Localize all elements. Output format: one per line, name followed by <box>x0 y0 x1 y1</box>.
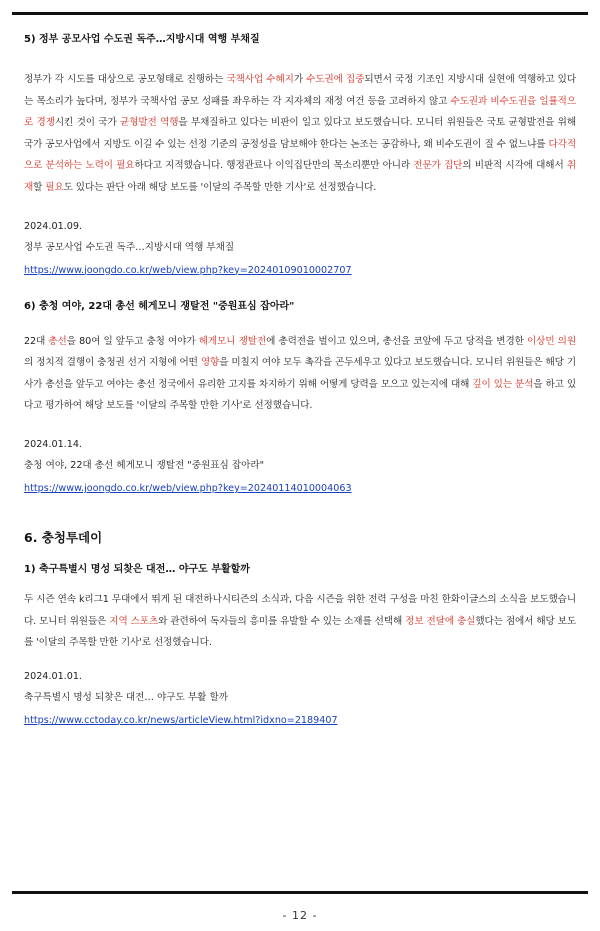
highlighted-phrase: 균형발전 역행 <box>120 117 179 129</box>
top-border-rule <box>12 12 588 15</box>
highlighted-phrase: 다각적으로 분석하는 노력이 필요 <box>24 138 576 172</box>
highlighted-phrase: 수도권과 비수도권을 일률적으로 경쟁 <box>24 95 576 129</box>
highlighted-phrase: 총선 <box>48 335 67 347</box>
text-segment: 시킨 것이 국가 <box>54 117 121 129</box>
article-link[interactable]: https://www.joongdo.co.kr/web/view.php?key=20240114010004063 <box>24 482 352 494</box>
text-segment: 할 <box>33 181 46 193</box>
page-number: - 12 - <box>282 909 318 922</box>
text-segment: 정부가 각 시도를 대상으로 공모형태로 진행하는 <box>24 74 227 85</box>
highlighted-phrase: 정보 전달에 충실 <box>405 615 476 627</box>
article-heading: 6) 충청 여야, 22대 총선 헤게모니 쟁탈전 "중원표심 잡아라" <box>24 300 295 312</box>
text-segment: 되면서 국정 기조인 지방시대 실현에 역행하고 있다는 목소리가 높다며, 정부가 국책사업 공모 성패를 좌우하는 각 지자체의 재정 여건 등을 고려하지 않고 <box>24 74 576 107</box>
highlighted-phrase: 이상민 의원 <box>526 335 577 347</box>
text-segment: 을 80여 일 앞두고 충청 여야가 <box>66 335 199 347</box>
text-segment: 두 시즌 연속 k리그1 무대에서 뛰게 된 대전하나시티즌의 소식과, 다음 시즌을 위한 전력 구성을 마친 한화이글스의 소식을 보도했습니다. 모니터 위원들은 <box>24 593 576 627</box>
section-heading: 6. 충청투데이 <box>24 529 103 545</box>
article-heading: 1) 축구특별시 명성 되찾은 대전… 야구도 부활할까 <box>24 563 250 575</box>
bottom-border-rule <box>12 891 588 894</box>
article-paragraph <box>24 331 576 417</box>
article-link[interactable]: https://www.joongdo.co.kr/web/view.php?key=20240109010002707 <box>24 264 352 276</box>
article-block-5 <box>24 33 576 281</box>
article-title: 정부 공모사업 수도권 독주…지방시대 역행 부채질 <box>24 241 235 253</box>
article-heading: 5) 정부 공모사업 수도권 독주…지방시대 역행 부채질 <box>24 34 260 45</box>
section-chungcheong-today <box>24 529 576 731</box>
highlighted-phrase: 전문가 집단 <box>413 160 463 172</box>
article-title: 축구특별시 명성 되찾은 대전… 야구도 부활 할까 <box>24 691 228 703</box>
article-date: 2024.01.01. <box>24 670 82 682</box>
article-block-s1 <box>24 563 576 731</box>
highlighted-phrase: 지역 스포츠 <box>109 615 159 627</box>
highlighted-phrase: 영향 <box>200 357 220 369</box>
article-block-6 <box>24 300 576 499</box>
article-paragraph <box>24 69 576 199</box>
page-content <box>24 30 576 731</box>
highlighted-phrase: 깊이 있는 분석 <box>472 378 534 390</box>
highlighted-phrase: 취재 <box>24 160 576 193</box>
highlighted-phrase: 국책사업 수혜지 <box>226 74 294 85</box>
highlighted-phrase: 헤게모니 쟁탈전 <box>198 335 267 347</box>
text-segment: 했다는 점에서 해당 보도를 '이달의 주목할 만한 기사'로 선정했습니다. <box>24 615 576 649</box>
article-title: 충청 여야, 22대 총선 헤게모니 쟁탈전 "중원표심 잡아라" <box>24 459 265 471</box>
text-segment: 가 <box>293 74 307 85</box>
text-segment: 22대 <box>24 335 49 347</box>
text-segment: 에 총력전을 벌이고 있으며, 총선을 코앞에 두고 당적을 변경한 <box>266 335 527 347</box>
highlighted-phrase: 필요 <box>45 181 64 193</box>
text-segment: 을 하고 있다고 평가하여 해당 보도를 '이달의 주목할 만한 기사'로 선정했습니다. <box>24 378 576 412</box>
article-link[interactable]: https://www.cctoday.co.kr/news/articleView.html?idxno=2189407 <box>24 714 338 726</box>
text-segment: 하다고 지적했습니다. 행정관료나 이익집단만의 목소리뿐만 아니라 <box>134 160 414 172</box>
text-segment: 의 정치적 결행이 충청권 선거 지형에 어떤 <box>24 357 201 369</box>
text-segment: 을 미칠지 여야 모두 촉각을 곤두세우고 있다고 보도했습니다. 모니터 위원들은 해당 기사가 총선을 앞두고 여야는 총선 정국에서 유리한 고지를 차지하기 위해 어떻게 당력을 모으고 있는지에 대해 <box>24 357 576 390</box>
text-segment: 을 부채질하고 있다는 비판이 일고 있다고 보도했습니다. 모니터 위원들은 국토 균형발전을 위해 국가 공모사업에서 지방도 이길 수 있는 선정 기준의 공정성을 담보해야 한다는 논조는 공감하나, 왜 비수도권이 질 수 없느냐를 <box>24 117 577 150</box>
text-segment: 의 비판적 시각에 대해서 <box>462 160 567 172</box>
article-date: 2024.01.14. <box>24 438 82 450</box>
article-date: 2024.01.09. <box>24 220 82 232</box>
text-segment: 와 관련하여 독자들의 흥미를 유발할 수 있는 소재를 선택해 <box>158 615 406 627</box>
highlighted-phrase: 수도권에 집중 <box>306 74 365 85</box>
text-segment: 도 있다는 판단 아래 해당 보도를 '이달의 주목할 만한 기사'로 선정했습니다. <box>63 181 377 193</box>
article-paragraph <box>24 589 576 654</box>
